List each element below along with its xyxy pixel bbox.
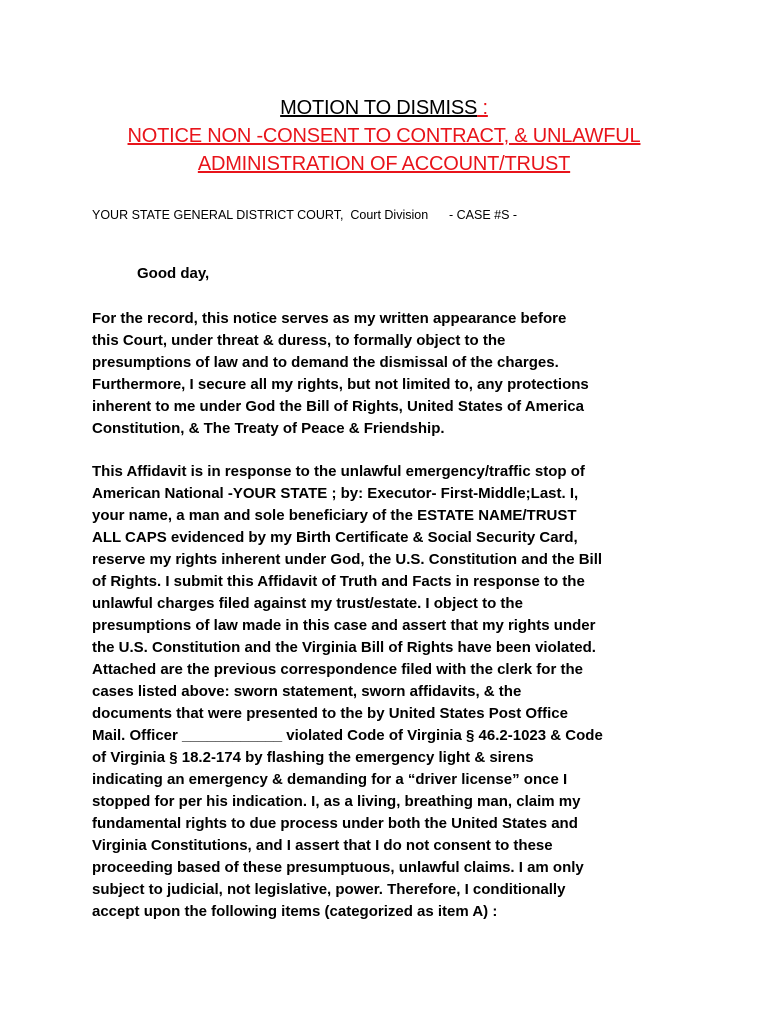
court-name: YOUR STATE GENERAL DISTRICT COURT, Court Division xyxy=(92,208,429,222)
paragraph-line: proceeding based of these presumptuous, unlawful claims. I am only xyxy=(92,859,584,876)
paragraph-line: of Virginia § 18.2-174 by flashing the emergency light & sirens xyxy=(92,749,534,766)
paragraph-line: Attached are the previous correspondence filed with the clerk for the xyxy=(92,661,583,678)
paragraph-line: your name, a man and sole beneficiary of the ESTATE NAME/TRUST xyxy=(92,507,577,524)
paragraph-line: fundamental rights to due process under both the United States and xyxy=(92,815,578,832)
title-line-3: ADMINISTRATION OF ACCOUNT/TRUST xyxy=(197,153,571,175)
paragraph-line: the U.S. Constitution and the Virginia Bill of Rights have been violated. xyxy=(92,639,596,656)
paragraph-line: presumptions of law and to demand the dismissal of the charges. xyxy=(92,354,559,371)
paragraph-line: inherent to me under God the Bill of Rights, United States of America xyxy=(92,398,584,415)
document-title xyxy=(0,94,768,178)
paragraph-line: documents that were presented to the by United States Post Office xyxy=(92,705,568,722)
paragraph-line: accept upon the following items (categorized as item A) : xyxy=(92,903,498,920)
paragraph-line: reserve my rights inherent under God, the U.S. Constitution and the Bill xyxy=(92,551,603,568)
greeting: Good day, xyxy=(137,265,210,282)
title-line-2: NOTICE NON -CONSENT TO CONTRACT, & UNLAWFUL xyxy=(127,125,641,147)
paragraph-line: stopped for per his indication. I, as a living, breathing man, claim my xyxy=(92,793,581,810)
paragraph-line: For the record, this notice serves as my written appearance before xyxy=(92,310,567,327)
paragraph-line: Mail. Officer ____________ violated Code of Virginia § 46.2-1023 & Code xyxy=(92,727,603,744)
title-motion-to-dismiss: MOTION TO DISMISS xyxy=(280,97,478,119)
title-line-1 xyxy=(0,94,768,122)
paragraph-line: cases listed above: sworn statement, sworn affidavits, & the xyxy=(92,683,522,700)
paragraph-line: ALL CAPS evidenced by my Birth Certificate & Social Security Card, xyxy=(92,529,578,546)
paragraph-line: this Court, under threat & duress, to formally object to the xyxy=(92,332,506,349)
paragraph-line: Furthermore, I secure all my rights, but not limited to, any protections xyxy=(92,376,589,393)
case-number: - CASE #S - xyxy=(449,208,518,222)
paragraph-record-notice xyxy=(92,308,692,440)
paragraph-line: American National -YOUR STATE ; by: Executor- First-Middle;Last. I, xyxy=(92,485,579,502)
paragraph-line: Constitution, & The Treaty of Peace & Friendship. xyxy=(92,420,445,437)
paragraph-line: Virginia Constitutions, and I assert that I do not consent to these xyxy=(92,837,553,854)
title-colon: : xyxy=(477,97,488,119)
paragraph-line: of Rights. I submit this Affidavit of Truth and Facts in response to the xyxy=(92,573,585,590)
court-line xyxy=(92,208,517,222)
paragraph-line: subject to judicial, not legislative, power. Therefore, I conditionally xyxy=(92,881,566,898)
paragraph-line: unlawful charges filed against my trust/estate. I object to the xyxy=(92,595,523,612)
paragraph-line: presumptions of law made in this case and assert that my rights under xyxy=(92,617,596,634)
paragraph-affidavit xyxy=(92,461,692,923)
paragraph-line: This Affidavit is in response to the unlawful emergency/traffic stop of xyxy=(92,463,585,480)
paragraph-line: indicating an emergency & demanding for a “driver license” once I xyxy=(92,771,568,788)
